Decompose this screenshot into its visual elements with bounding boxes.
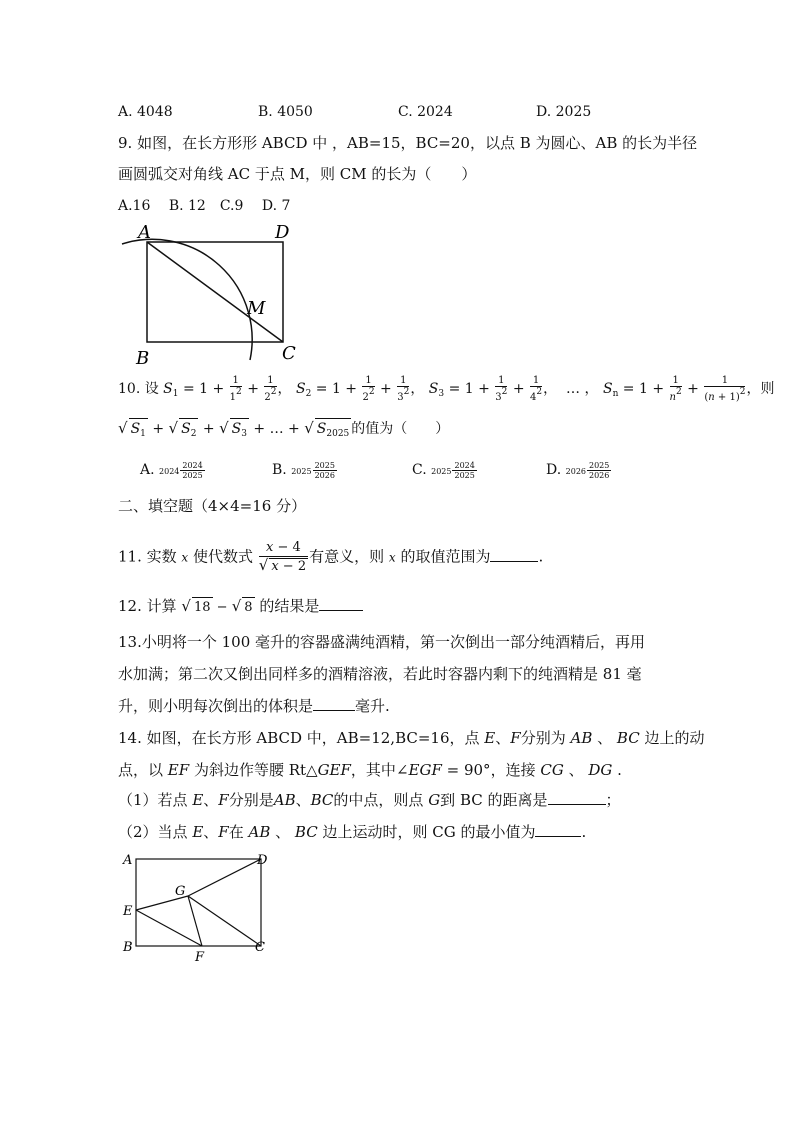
q14-segment-gd: [188, 859, 261, 896]
q10-line2-tail: 的值为（ ）: [351, 421, 450, 437]
q14-cg-dg: CG: [540, 761, 564, 779]
q10-option-c-label: C.: [412, 462, 427, 478]
q9-diagonal-ac: [147, 242, 283, 342]
q10-s3: $S_3 = 1$ + $\frac{1}{32}$ + $\frac{1}{42}$: [428, 375, 543, 403]
q8-option-b: B. 4050: [258, 104, 313, 120]
q11-period: .: [538, 547, 544, 566]
q10-option-a-label: A.: [140, 462, 155, 478]
q14-ef-hyp: EF: [167, 761, 190, 779]
q10-option-d: [546, 460, 612, 482]
q10-option-a-num: 2024: [182, 460, 203, 470]
q9-figure: [118, 218, 318, 368]
q14-sub2-c: 边上运动时，则 CG 的最小值为: [322, 823, 536, 841]
q10-sn: $S_n = 1$ + $\frac{1}{n2}$ + $\frac{1}{(n + 1)2}$: [602, 375, 746, 403]
q13-answer-blank[interactable]: [313, 696, 355, 711]
q12-tail: 的结果是: [259, 597, 320, 615]
q8-option-a: A. 4048: [118, 104, 173, 120]
q10-prefix: 10. 设: [118, 381, 159, 397]
q8-option-d: D. 2025: [536, 104, 592, 120]
q14-label-g: G: [175, 884, 186, 899]
q14-ab-bc: AB: [570, 729, 593, 747]
q10-option-c-den: 2025: [454, 470, 475, 480]
q14-label-a: A: [123, 853, 133, 868]
q13-line3: [118, 696, 390, 716]
q10-option-b-den: 2026: [314, 470, 335, 480]
q10-option-c-num: 2024: [454, 460, 475, 470]
q12-expression: √ 18 − √ 8: [181, 600, 254, 615]
q8-option-c: C. 2024: [398, 104, 453, 120]
q10-option-b-whole: 2025: [291, 467, 312, 476]
q14-sub1-c: 的中点，则点: [333, 791, 424, 809]
q10-option-d-den: 2026: [589, 470, 610, 480]
q14-sub2-answer-blank[interactable]: [535, 822, 581, 837]
q14-line2-a: 点，以: [118, 761, 164, 779]
q11-tail: 有意义，则: [309, 547, 385, 566]
q13-line2: 水加满；第二次又倒出同样多的酒精溶液，若此时容器内剩下的纯酒精是 81 毫: [118, 665, 642, 683]
section-2-heading: 二、填空题（4×4=16 分）: [118, 497, 307, 515]
q14-sub1-d: 到 BC 的距离是: [440, 791, 548, 809]
q13-line3-a: 升，则小明每次倒出的体积是: [118, 697, 314, 715]
q9-line2: 画圆弧交对角线 AC 于点 M，则 CM 的长为（ ）: [118, 165, 477, 183]
q13-line3-b: 毫升.: [355, 697, 390, 715]
q14-label-f: F: [195, 950, 205, 964]
q10-option-d-label: D.: [546, 462, 562, 478]
q14-label-c: C: [255, 940, 265, 955]
q10-line1: 10. 设 $S_1 = 1$ + $\frac{1}{12}$ + $\frac{1}{22}$ ， $S_2 = 1$ + $\frac{1}{22}$ + $\frac{1}{32}$ ， $S_3 = 1$ + $\frac{1}{32}$ + $\frac{1}{42}$ ， … ， $S_n = 1$ + $\frac{1}{n2}$ + $\frac{1}{(n + 1)2}$ ，则: [118, 375, 775, 403]
q10-option-d-num: 2025: [589, 460, 610, 470]
q10-option-d-whole: 2026: [565, 467, 586, 476]
q10-line2: [118, 418, 449, 444]
q11-expression: $\frac{x - 4}{√ x - 2}$: [258, 540, 307, 574]
q9-options: A.16 B. 12 C.9 D. 7: [118, 198, 291, 214]
q14-line1-b: 分别为: [520, 729, 566, 747]
q11-var-x: x: [181, 550, 189, 565]
q13-line1: 13.小明将一个 100 毫升的容器盛满纯酒精，第一次倒出一部分纯酒精后，再用: [118, 633, 646, 651]
q14-triangle: △GEF: [306, 761, 351, 779]
q14-label-e: E: [123, 904, 133, 919]
q10-s1: $S_1 = 1$ + $\frac{1}{12}$ + $\frac{1}{22}$: [163, 375, 277, 403]
q12-prefix: 12. 计算: [118, 597, 177, 615]
q9-line1: 9. 如图，在长方形形 ABCD 中 ，AB=15，BC=20，以点 B 为圆心、AB 的长为半径: [118, 134, 698, 152]
q14-sub2-d: .: [581, 823, 587, 841]
q14-line2: 点，以 EF 为斜边作等腰 Rt△GEF，其中∠EGF = 90°，连接 CG 、 DG .: [118, 761, 622, 779]
q14-segment-ef: [136, 910, 202, 946]
q10-s2: $S_2 = 1$ + $\frac{1}{22}$ + $\frac{1}{32}$: [295, 375, 410, 403]
q11-answer-blank[interactable]: [490, 547, 538, 562]
q14-label-d: D: [257, 853, 268, 868]
q9-label-d: D: [275, 222, 290, 243]
q14-label-b: B: [123, 940, 133, 955]
q9-label-m: M: [247, 298, 266, 319]
q14-sub1: （1）若点 E、F分别是AB、BC的中点，则点 G到 BC 的距离是 ；: [118, 791, 621, 809]
q14-line1-c: 边上的动: [644, 729, 705, 747]
q14-ef: E: [484, 729, 496, 747]
q9-label-a: A: [138, 222, 151, 243]
q11-end: 的取值范围为: [400, 547, 491, 566]
q9-label-c: C: [282, 343, 296, 364]
q14-line1: 14. 如图，在长方形 ABCD 中，AB=12,BC=16，点 E、F分别为 AB 、 BC 边上的动: [118, 729, 705, 747]
q10-option-b: [272, 460, 338, 482]
q14-line1-a: 14. 如图，在长方形 ABCD 中，AB=12,BC=16，点: [118, 729, 480, 747]
q14-sub1-answer-blank[interactable]: [548, 790, 606, 805]
q14-angle: ∠EGF = 90°: [395, 761, 491, 779]
q12-answer-blank[interactable]: [319, 596, 363, 611]
q14-sub2-a: （2）当点: [118, 823, 188, 841]
q10-option-c-whole: 2025: [431, 467, 452, 476]
q11-line: [118, 540, 543, 575]
q14-sub1-b: 分别是: [228, 791, 274, 809]
q14-sub1-e: ；: [605, 791, 621, 809]
q10-option-c: [412, 460, 478, 482]
q10-sum-expression: √ $S_1$ + √ $S_2$ + √ $S_3$ + … + √ $S_{2025}$: [118, 421, 351, 437]
q10-option-a: [140, 460, 206, 482]
q14-sub2: （2）当点 E、F在 AB 、 BC 边上运动时，则 CG 的最小值为 .: [118, 823, 587, 841]
q11-prefix: 11. 实数: [118, 547, 177, 566]
q10-option-a-whole: 2024: [159, 467, 180, 476]
q14-sub1-a: （1）若点: [118, 791, 188, 809]
q14-segment-gc: [188, 896, 261, 946]
q14-figure: [118, 848, 278, 964]
q10-option-b-num: 2025: [314, 460, 335, 470]
q11-mid: 使代数式: [192, 547, 253, 566]
q9-label-b: B: [136, 348, 150, 368]
q14-line2-c: ，其中: [350, 761, 396, 779]
q11-var-x2: x: [388, 550, 396, 565]
q10-option-b-label: B.: [272, 462, 287, 478]
q12-line: [118, 596, 363, 618]
q14-line2-d: ，连接: [490, 761, 536, 779]
q10-option-a-den: 2025: [182, 470, 203, 480]
q14-line2-b: 为斜边作等腰 Rt: [193, 761, 307, 779]
q14-sub2-b: 在: [228, 823, 244, 841]
q10-tail: ，则: [746, 381, 775, 397]
